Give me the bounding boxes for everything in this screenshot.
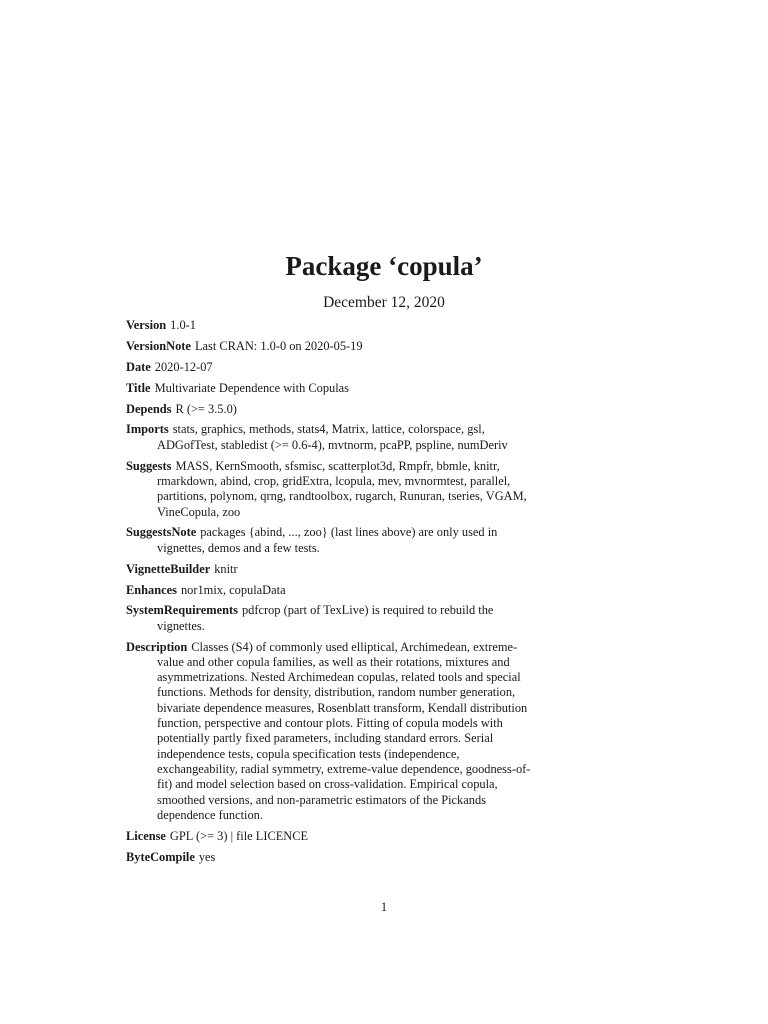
page-number: 1: [380, 900, 388, 914]
description-fields: [126, 318, 536, 871]
field-label: Suggests: [126, 458, 172, 473]
field-vignettebuilder: [126, 562, 536, 577]
field-suggestsnote: [126, 525, 536, 556]
field-value: nor1mix, copulaData: [180, 582, 286, 597]
field-label: VignetteBuilder: [126, 561, 211, 576]
field-value: stats, graphics, methods, stats4, Matrix, lattice, colorspace, gsl, ADGofTest, stabledist (>= 0.6-4), mvtnorm, pcaPP, pspline, numDeriv: [157, 422, 508, 452]
field-label: Version: [126, 318, 167, 332]
field-date: [126, 360, 536, 375]
field-value: Last CRAN: 1.0-0 on 2020-05-19: [194, 338, 363, 353]
field-label: SuggestsNote: [126, 525, 197, 540]
field-depends: [126, 402, 536, 417]
field-value: R (>= 3.5.0): [175, 401, 237, 416]
field-label: Date: [126, 359, 151, 374]
field-label: ByteCompile: [126, 849, 195, 864]
field-title: [126, 381, 536, 396]
document-title: Package ‘copula’: [285, 251, 483, 281]
field-value: 2020-12-07: [154, 359, 213, 374]
field-label: Imports: [126, 422, 169, 437]
field-value: MASS, KernSmooth, sfsmisc, scatterplot3d, Rmpfr, bbmle, knitr, rmarkdown, abind, crop, gridExtra, lcopula, mev, mvnormtest, parallel, partitions, polynom, qrng, randtoolbox, rugarch, Runuran, tseries, VGAM, VineCopula, zoo: [157, 458, 527, 519]
field-label: License: [126, 828, 166, 843]
field-description: [126, 640, 536, 824]
field-bytecompile: [126, 850, 536, 865]
field-value: 1.0-1: [170, 318, 196, 332]
field-license: [126, 829, 536, 844]
field-value: knitr: [214, 561, 238, 576]
field-value: yes: [198, 849, 216, 864]
field-suggests: [126, 459, 536, 520]
field-label: Title: [126, 380, 151, 395]
field-label: SystemRequirements: [126, 603, 238, 618]
field-label: Description: [126, 639, 188, 654]
field-enhances: [126, 583, 536, 598]
field-imports: [126, 422, 536, 453]
field-label: VersionNote: [126, 338, 191, 353]
field-version: [126, 318, 536, 333]
field-value: pdfcrop (part of TexLive) is required to rebuild the vignettes.: [157, 603, 494, 633]
field-value: packages {abind, ..., zoo} (last lines above) are only used in vignettes, demos and a few tests.: [157, 525, 498, 555]
field-label: Enhances: [126, 582, 177, 597]
field-value: GPL (>= 3) | file LICENCE: [169, 828, 309, 843]
document-date: December 12, 2020: [323, 294, 445, 311]
field-systemrequirements: [126, 603, 536, 634]
field-value: Multivariate Dependence with Copulas: [154, 380, 349, 395]
field-value: Classes (S4) of commonly used elliptical, Archimedean, extreme-value and other copula families, as well as their rotations, mixtures and asymmetrizations. Nested Archimedean copulas, related tools and special functions. Methods for density, distribution, random number generation, bivariate dependence measures, Rosenblatt transform, Kendall distribution function, perspective and contour plots. Fitting of copula models with potentially partly fixed parameters, including standard errors. Serial independence tests, copula specification tests (independence, exchangeability, radial symmetry, extreme-value dependence, goodness-of-fit) and model selection based on cross-validation. Empirical copula, smoothed versions, and non-parametric estimators of the Pickands dependence function.: [157, 639, 531, 822]
field-label: Depends: [126, 401, 172, 416]
field-versionnote: [126, 339, 536, 354]
